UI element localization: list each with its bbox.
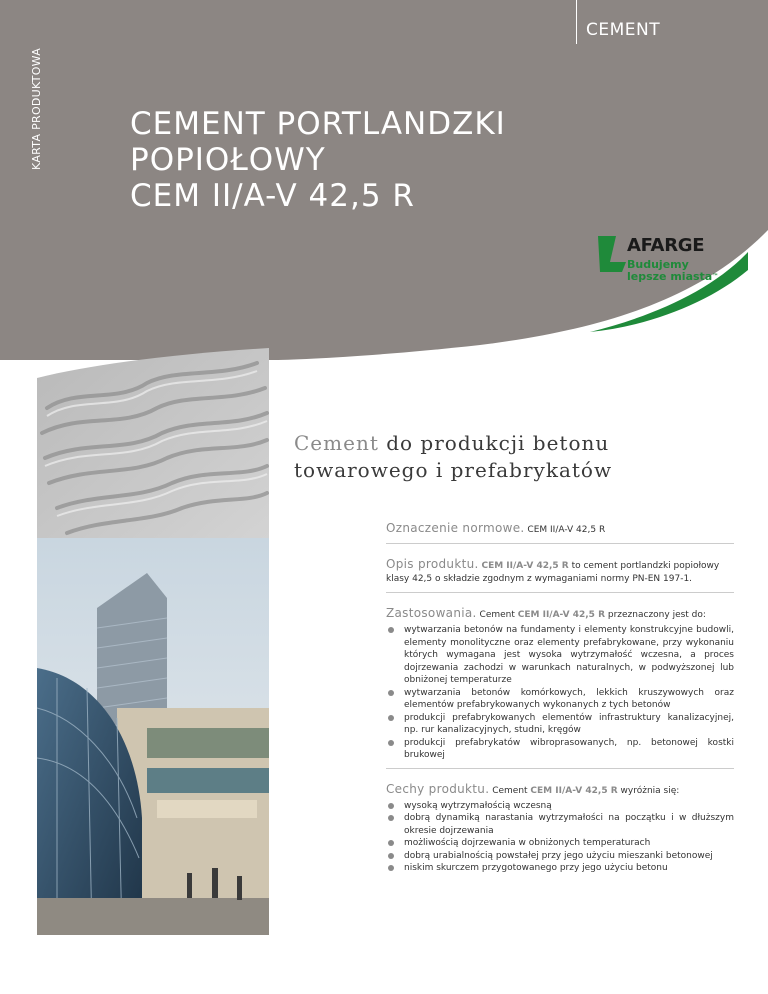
trademark-symbol: ™ xyxy=(712,273,719,280)
logo-tagline xyxy=(627,259,718,283)
section-opis xyxy=(386,558,734,593)
cechy-intro-1: Cement xyxy=(492,785,531,796)
title-line-2: POPIOŁOWY xyxy=(130,142,326,178)
product-content xyxy=(386,522,734,889)
page-title xyxy=(130,106,590,214)
zastosowania-intro-2: przeznaczony jest do: xyxy=(605,610,706,620)
section-divider xyxy=(386,543,734,544)
section-zastosowania xyxy=(386,607,734,769)
zastosowania-intro-1: Cement xyxy=(479,610,518,620)
list-item: dobrą urabialnością powstałej przy jego użyciu mieszanki betonowej xyxy=(386,850,734,863)
subtitle-accent: Cement xyxy=(294,431,379,455)
list-item: dobrą dynamiką narastania wytrzymałości na początku i w dłuższym okresie dojrzewania xyxy=(386,812,734,837)
section-heading: Opis produktu. xyxy=(386,557,479,571)
lafarge-logo xyxy=(590,222,748,332)
cement-texture-image xyxy=(37,348,269,538)
list-item: niskim skurczem przygotowanego przy jego użyciu betonu xyxy=(386,862,734,875)
oznaczenie-line xyxy=(386,522,734,537)
zastosowania-line xyxy=(386,607,734,622)
product-code: CEM II/A-V 42,5 R xyxy=(481,561,569,571)
subtitle xyxy=(294,430,734,484)
product-code: CEM II/A-V 42,5 R xyxy=(530,785,618,796)
subtitle-line-1 xyxy=(294,430,734,457)
section-cechy xyxy=(386,783,734,875)
tagline-line-1: Budujemy xyxy=(627,258,689,271)
title-line-1: CEMENT PORTLANDZKI xyxy=(130,106,506,142)
section-heading: Oznaczenie normowe. xyxy=(386,521,525,535)
building-photo xyxy=(37,538,269,935)
opis-line-1 xyxy=(386,558,734,573)
cechy-line xyxy=(386,783,734,798)
product-code: CEM II/A-V 42,5 R xyxy=(517,610,606,620)
zastosowania-list xyxy=(386,624,734,762)
oznaczenie-value: CEM II/A-V 42,5 R xyxy=(527,525,606,535)
tagline-line-2-text: lepsze miasta xyxy=(627,270,713,283)
tagline-line-2 xyxy=(627,271,718,283)
section-divider xyxy=(386,768,734,769)
list-item: możliwością dojrzewania w obniżonych temperaturach xyxy=(386,837,734,850)
section-oznaczenie xyxy=(386,522,734,544)
cechy-intro-2: wyróżnia się: xyxy=(617,785,680,796)
list-item: wytwarzania betonów na fundamenty i elementy konstrukcyjne budowli, elementy monolityczne oraz elementy prefabrykowane, przy wykonaniu których wymagana jest wysoka wytrzymałość wczesna, a proces dojrzewania zachodzi w warunkach naturalnych, w podwyższonej lub obniżonej temperaturze xyxy=(386,624,734,687)
document-type-label: KARTA PRODUKTOWA xyxy=(30,47,43,170)
opis-text-2: klasy 42,5 o składzie zgodnym z wymaganiami normy PN-EN 197-1. xyxy=(386,574,693,584)
section-divider xyxy=(386,592,734,593)
logo-wordmark: AFARGE xyxy=(627,235,705,256)
list-item: produkcji prefabrykatów wibroprasowanych, np. betonowej kostki brukowej xyxy=(386,737,734,762)
cechy-list xyxy=(386,800,734,875)
subtitle-line-2: towarowego i prefabrykatów xyxy=(294,458,613,482)
list-item: wytwarzania betonów komórkowych, lekkich kruszywowych oraz elementów prefabrykowanych wykonanych z tych betonów xyxy=(386,687,734,712)
list-item: produkcji prefabrykowanych elementów infrastruktury kanalizacyjnej, np. rur kanalizacyjnych, studni, kręgów xyxy=(386,712,734,737)
title-line-3: CEM II/A-V 42,5 R xyxy=(130,178,415,214)
list-item: wysoką wytrzymałością wczesną xyxy=(386,800,734,813)
opis-text-1: to cement portlandzki popiołowy xyxy=(568,561,720,571)
header-divider xyxy=(576,0,577,44)
category-label: CEMENT xyxy=(586,20,661,40)
subtitle-rest: do produkcji betonu xyxy=(378,431,610,455)
section-heading: Cechy produktu. xyxy=(386,781,490,796)
section-heading: Zastosowania. xyxy=(386,606,477,620)
